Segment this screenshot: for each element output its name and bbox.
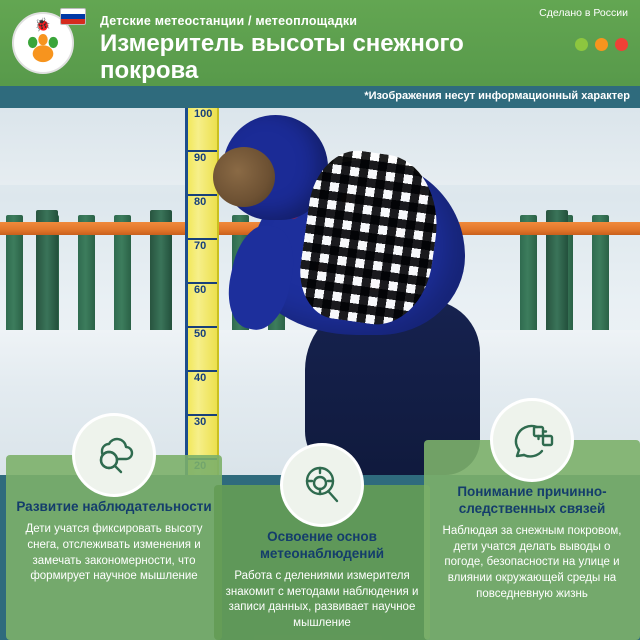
ruler-label: 30 xyxy=(194,416,207,428)
ruler-label: 90 xyxy=(194,152,207,164)
magnifier-gauge-icon xyxy=(280,443,364,527)
paw-print-icon xyxy=(24,34,62,64)
page-header xyxy=(0,0,640,90)
dot-red xyxy=(615,38,628,51)
disclaimer-banner: *Изображения несут информационный характер xyxy=(0,86,640,108)
benefit-card-3-title: Понимание причинно-следственных связей xyxy=(457,484,607,516)
benefit-card-1-text: Дети учатся фиксировать высоту снега, отслеживать изменения и замечать закономерности, что формирует научное мышление xyxy=(25,522,203,583)
ruler-label: 60 xyxy=(194,284,207,296)
hood-fur-trim xyxy=(213,147,275,207)
dot-orange xyxy=(595,38,608,51)
ruler-label: 50 xyxy=(194,328,207,340)
ruler-label: 70 xyxy=(194,240,207,252)
child-figure xyxy=(195,105,495,475)
benefit-card-2-title: Освоение основ метеонаблюдений xyxy=(259,529,385,561)
benefit-card-2 xyxy=(214,485,430,640)
head-puzzle-icon xyxy=(490,398,574,482)
page-title: Измеритель высоты снежного покрова xyxy=(100,30,464,84)
bug-glyph: 🐞 xyxy=(34,17,52,32)
benefit-card-3-text: Наблюдая за снежным покровом, дети учатся делать выводы о погоде, безопасности на улице и влиянии окружающей среды на повседневную жизнь xyxy=(442,524,622,601)
category-label: Детские метеостанции / метеоплощадки xyxy=(100,14,358,28)
ruler-label: 80 xyxy=(194,196,207,208)
ruler-label: 40 xyxy=(194,372,207,384)
dot-green xyxy=(575,38,588,51)
ruler-label: 100 xyxy=(194,108,213,120)
benefit-card-1-title: Развитие наблюдательности xyxy=(16,499,212,514)
benefit-card-1 xyxy=(6,455,222,640)
cloud-magnifier-icon xyxy=(72,413,156,497)
russian-flag-icon xyxy=(60,8,86,25)
header-text-block xyxy=(100,8,530,85)
decorative-dots xyxy=(575,38,628,51)
made-in-russia-label: Сделано в России xyxy=(539,7,628,19)
benefit-card-3 xyxy=(424,440,640,640)
benefit-card-2-text: Работа с делениями измерителя знакомит с методами наблюдения и записи данных, развивает научное мышление xyxy=(225,569,419,630)
